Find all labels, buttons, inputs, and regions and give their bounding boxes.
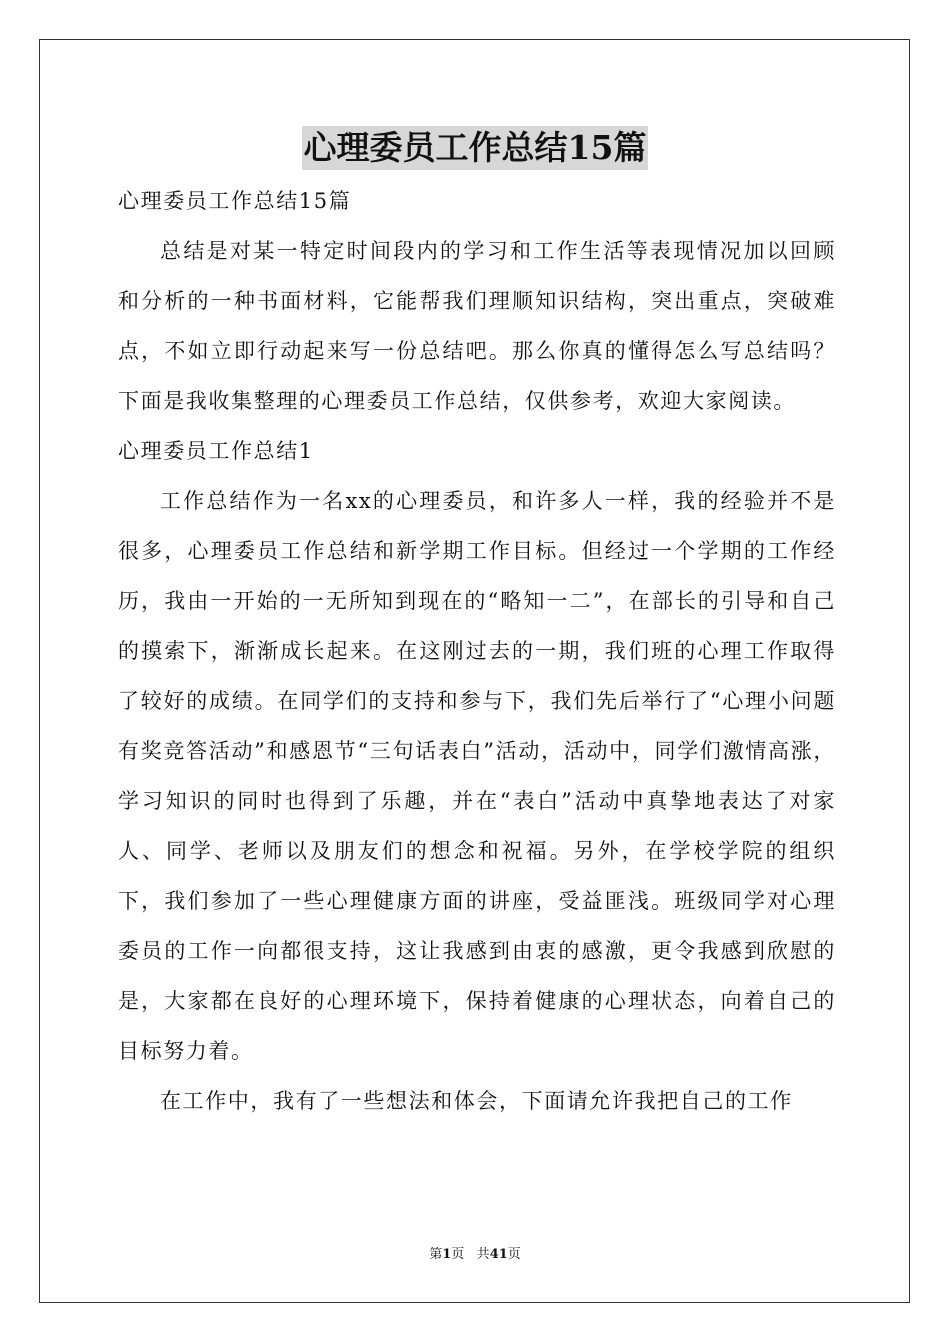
document-title: 心理委员工作总结15篇	[302, 126, 649, 170]
paragraph-4: 工作总结作为一名xx的心理委员，和许多人一样，我的经验并不是很多，心理委员工作总结和新学期工作目标。但经过一个学期的工作经历，我由一开始的一无所知到现在的“略知一二”，在部长的引导和自己的摸索下，渐渐成长起来。在这刚过去的一期，我们班的心理工作取得了较好的成绩。在同学们的支持和参与下，我们先后举行了“心理小问题有奖竞答活动”和感恩节“三句话表白”活动，活动中，同学们激情高涨，学习知识的同时也得到了乐趣，并在“表白”活动中真挚地表达了对家人、同学、老师以及朋友们的想念和祝福。另外，在学校学院的组织下，我们参加了一些心理健康方面的讲座，受益匪浅。班级同学对心理委员的工作一向都很支持，这让我感到由衷的感激，更令我感到欣慰的是，大家都在良好的心理环境下，保持着健康的心理状态，向着自己的目标努力着。	[118, 489, 836, 1063]
document-title-container	[0, 126, 950, 170]
document-body	[118, 176, 836, 1126]
paragraph-5: 在工作中，我有了一些想法和体会，下面请允许我把自己的工作	[160, 1089, 793, 1113]
page-footer	[0, 1245, 950, 1265]
paragraph-1: 心理委员工作总结15篇	[118, 189, 352, 213]
page-number: 1	[442, 1247, 452, 1262]
page-suffix: 页	[451, 1247, 465, 1262]
total-prefix: 共	[476, 1247, 490, 1262]
paragraph-2: 总结是对某一特定时间段内的学习和工作生活等表现情况加以回顾和分析的一种书面材料，它能帮我们理顺知识结构，突出重点，突破难点，不如立即行动起来写一份总结吧。那么你真的懂得怎么写总结吗？下面是我收集整理的心理委员工作总结，仅供参考，欢迎大家阅读。	[118, 239, 836, 413]
total-pages: 41	[489, 1247, 508, 1262]
page-prefix: 第	[429, 1247, 443, 1262]
total-suffix: 页	[507, 1247, 521, 1262]
paragraph-3: 心理委员工作总结1	[118, 439, 314, 463]
